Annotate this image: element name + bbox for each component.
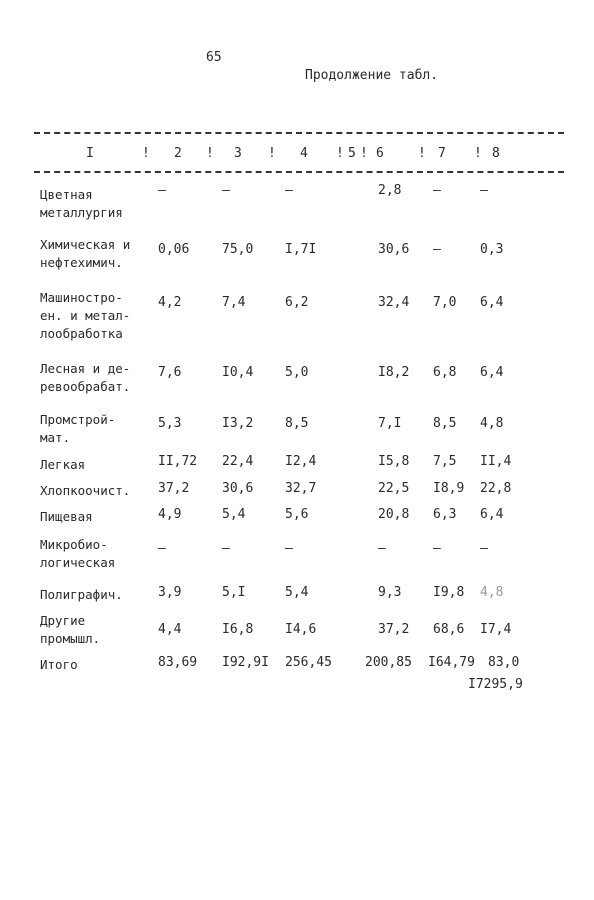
table-cell-total: 83,0 xyxy=(488,655,520,670)
table-cell: 3,9 xyxy=(158,585,182,600)
grand-total: I7295,9 xyxy=(468,677,523,692)
table-cell: 4,8 xyxy=(480,416,504,431)
table-cell: 5,3 xyxy=(158,416,182,431)
table-cell: – xyxy=(285,541,293,556)
table-cell: 9,3 xyxy=(378,585,402,600)
table-cell: 5,6 xyxy=(285,507,309,522)
table-cell: 7,6 xyxy=(158,365,182,380)
header-separator: ! xyxy=(418,146,426,161)
table-cell: I3,2 xyxy=(222,416,254,431)
table-cell: 30,6 xyxy=(222,481,254,496)
table-cell: 0,3 xyxy=(480,242,504,257)
table-cell: I8,2 xyxy=(378,365,410,380)
table-cell: 5,4 xyxy=(285,585,309,600)
table-cell: 22,5 xyxy=(378,481,410,496)
table-cell: – xyxy=(222,183,230,198)
table-cell: II,72 xyxy=(158,454,198,469)
header-col-7: 7 xyxy=(438,146,446,161)
table-cell: 68,6 xyxy=(433,622,465,637)
table-cell: – xyxy=(285,183,293,198)
table-cell: 2,8 xyxy=(378,183,402,198)
header-col-1: I xyxy=(86,146,94,161)
table-cell: 0,06 xyxy=(158,242,190,257)
table-cell: – xyxy=(480,183,488,198)
table-cell: 6,2 xyxy=(285,295,309,310)
row-label: Микробио- логическая xyxy=(40,537,116,570)
row-label: Хлопкоочист. xyxy=(40,483,131,498)
header-separator: ! xyxy=(142,146,150,161)
header-separator: ! xyxy=(360,146,368,161)
row-label: Промстрой- мат. xyxy=(40,412,116,445)
table-cell: 37,2 xyxy=(158,481,190,496)
row-label: Лесная и де- ревообрабат. xyxy=(40,361,131,394)
row-label: Полиграфич. xyxy=(40,587,123,602)
table-cell: 7,5 xyxy=(433,454,457,469)
table-cell: 4,9 xyxy=(158,507,182,522)
table-cell: – xyxy=(158,541,166,556)
table-cell: 5,0 xyxy=(285,365,309,380)
table-cell: I6,8 xyxy=(222,622,254,637)
table-cell: I4,6 xyxy=(285,622,317,637)
table-cell: 6,4 xyxy=(480,295,504,310)
table-cell: 7,0 xyxy=(433,295,457,310)
table-cell: 30,6 xyxy=(378,242,410,257)
table-cell: – xyxy=(480,541,488,556)
table-cell: – xyxy=(378,541,386,556)
table-cell: I9,8 xyxy=(433,585,465,600)
table-cell: I2,4 xyxy=(285,454,317,469)
page-number: 65 xyxy=(206,50,222,65)
header-separator: ! xyxy=(268,146,276,161)
table-cell: 6,3 xyxy=(433,507,457,522)
table-cell: 5,I xyxy=(222,585,246,600)
table-cell: 22,8 xyxy=(480,481,512,496)
table-continuation-caption: Продолжение табл. xyxy=(305,68,439,83)
table-cell-total: I92,9I xyxy=(222,655,269,670)
row-label: Химическая и нефтехимич. xyxy=(40,237,131,270)
header-col-8: 8 xyxy=(492,146,500,161)
table-cell: 6,8 xyxy=(433,365,457,380)
table-cell: 37,2 xyxy=(378,622,410,637)
header-separator: ! xyxy=(206,146,214,161)
table-cell: 32,4 xyxy=(378,295,410,310)
table-cell: 4,2 xyxy=(158,295,182,310)
row-label: Легкая xyxy=(40,457,86,472)
table-cell: 7,4 xyxy=(222,295,246,310)
row-label: Цветная металлургия xyxy=(40,187,123,220)
table-cell: I5,8 xyxy=(378,454,410,469)
header-col-2: 2 xyxy=(174,146,182,161)
table-cell: 20,8 xyxy=(378,507,410,522)
table-cell: – xyxy=(433,541,441,556)
table-cell: – xyxy=(158,183,166,198)
header-col-6: 6 xyxy=(376,146,384,161)
header-col-5: 5 xyxy=(348,146,356,161)
table-cell: 22,4 xyxy=(222,454,254,469)
table-cell: 5,4 xyxy=(222,507,246,522)
table-cell: – xyxy=(433,183,441,198)
header-col-4: 4 xyxy=(300,146,308,161)
row-label: Другие промышл. xyxy=(40,613,101,646)
table-top-rule xyxy=(34,132,564,134)
row-label-total: Итого xyxy=(40,657,78,672)
row-label: Машинострo- ен. и метал- лообработка xyxy=(40,290,131,341)
table-cell: 8,5 xyxy=(433,416,457,431)
table-cell-total: 200,85 xyxy=(365,655,412,670)
header-separator: ! xyxy=(474,146,482,161)
table-cell: 75,0 xyxy=(222,242,254,257)
table-cell: 7,I xyxy=(378,416,402,431)
table-cell-total: 256,45 xyxy=(285,655,332,670)
table-cell: 8,5 xyxy=(285,416,309,431)
table-cell: 4,8 xyxy=(480,585,504,600)
table-cell: I8,9 xyxy=(433,481,465,496)
table-cell: – xyxy=(222,541,230,556)
table-cell: I0,4 xyxy=(222,365,254,380)
table-cell-total: I64,79 xyxy=(428,655,475,670)
table-cell: – xyxy=(433,242,441,257)
table-cell: I7,4 xyxy=(480,622,512,637)
table-cell: II,4 xyxy=(480,454,512,469)
table-cell: I,7I xyxy=(285,242,317,257)
table-cell-total: 83,69 xyxy=(158,655,198,670)
table-header-rule xyxy=(34,171,564,173)
table-cell: 4,4 xyxy=(158,622,182,637)
header-separator: ! xyxy=(336,146,344,161)
row-label: Пищевая xyxy=(40,509,93,524)
header-col-3: 3 xyxy=(234,146,242,161)
table-header xyxy=(34,146,564,164)
table-cell: 6,4 xyxy=(480,365,504,380)
table-cell: 32,7 xyxy=(285,481,317,496)
table-cell: 6,4 xyxy=(480,507,504,522)
